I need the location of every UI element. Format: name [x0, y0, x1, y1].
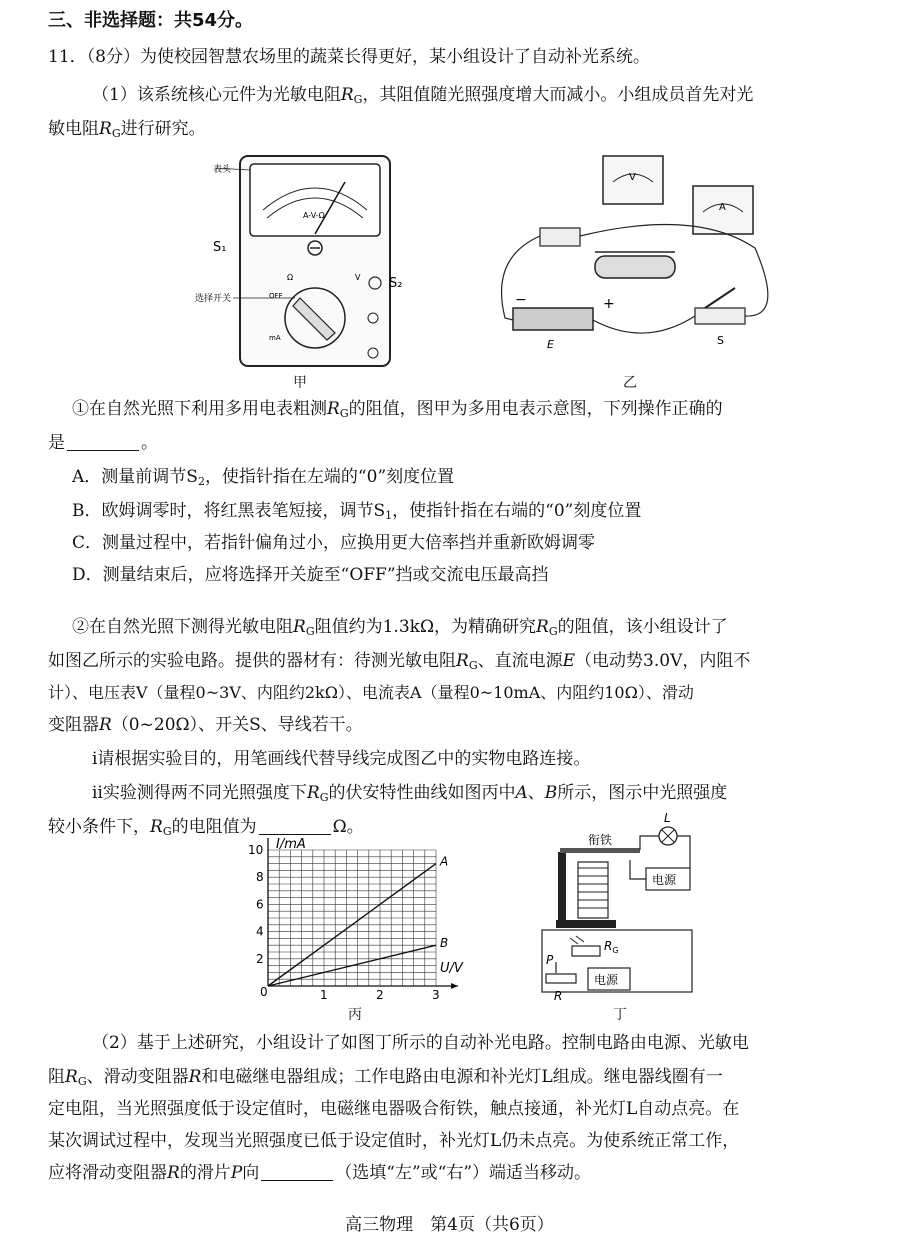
- armature-label: 衔铁: [588, 833, 613, 847]
- answer-blank-2[interactable]: [259, 816, 331, 835]
- series-label-b: B: [440, 936, 449, 951]
- biaotou-label: 表头: [213, 165, 232, 175]
- x-tick-label: 1: [320, 988, 328, 1002]
- y-axis-label: I/mA: [276, 838, 306, 852]
- origin-label: 0: [260, 985, 268, 999]
- option-c: C．测量过程中，若指针偏角过小，应换用更大倍率挡并重新欧姆调零: [72, 533, 596, 553]
- section-title: 三、非选择题：共54分。: [48, 10, 254, 31]
- x-tick-label: 2: [376, 988, 384, 1002]
- lamp-label: L: [664, 812, 671, 825]
- caption-yi: 乙: [623, 375, 637, 391]
- x-tick-label: 3: [432, 988, 440, 1002]
- dial-label: A-V-Ω: [303, 211, 325, 220]
- photoresistor-rg: [572, 946, 600, 956]
- s1-label: S₁: [213, 240, 227, 255]
- battery-label: E: [547, 338, 554, 351]
- multimeter-figure: [195, 148, 405, 373]
- part1-line2: 敏电阻$R_G$进行研究。: [48, 119, 206, 140]
- q1-line2: 是 。: [48, 433, 158, 453]
- y-tick-label: 2: [256, 951, 264, 966]
- switch-label-yi: S: [717, 334, 724, 347]
- question-intro: 11．（8分）为使校园智慧农场里的蔬菜长得更好，某小组设计了自动补光系统。: [48, 47, 650, 67]
- q2-line4: 变阻器R（0~20Ω）、开关S、导线若干。: [48, 715, 363, 735]
- q2-part-i: ⅰ请根据实验目的，用笔画线代替导线完成图乙中的实物电路连接。: [92, 749, 591, 769]
- option-b: B．欧姆调零时，将红黑表笔短接，调节$S_1$，使指针指在右端的“0”刻度位置: [72, 501, 642, 522]
- rheostat-r: [546, 974, 576, 983]
- q2-part-ii-line1: ⅱ实验测得两不同光照强度下$R_G$的伏安特性曲线如图丙中A、B所示，图示中光照强度: [92, 783, 728, 804]
- part2-line5: 应将滑动变阻器R的滑片P向 （选填“左”或“右”）端适当移动。: [48, 1163, 592, 1183]
- option-a: A．测量前调节$S_2$，使指针指在左端的“0”刻度位置: [72, 467, 455, 488]
- answer-blank-3[interactable]: [261, 1162, 333, 1181]
- control-power-label: 电源: [594, 973, 619, 987]
- page-footer: 高三物理 第4页（共6页）: [345, 1215, 554, 1235]
- part2-line1: （2）基于上述研究，小组设计了如图丁所示的自动补光电路。控制电路由电源、光敏电: [92, 1033, 749, 1053]
- answer-blank-1[interactable]: [67, 432, 139, 451]
- slider-p-label: P: [546, 953, 554, 967]
- chart-series: [268, 855, 448, 986]
- switch: [695, 308, 745, 324]
- caption-ding: 丁: [613, 1007, 627, 1023]
- battery: [513, 308, 593, 330]
- photoresistor: [540, 228, 580, 246]
- armature: [560, 848, 640, 853]
- q2-line2: 如图乙所示的实验电路。提供的器材有：待测光敏电阻$R_G$、直流电源E（电动势3.0V，内阻不: [48, 651, 751, 672]
- iv-chart: [240, 838, 470, 1008]
- part2-line2: 阻$R_G$、滑动变阻器R和电磁继电器组成；工作电路由电源和补光灯L组成。继电器线圈有一: [48, 1067, 723, 1088]
- x-axis-arrow: [451, 983, 458, 989]
- y-tick-label: 8: [256, 870, 264, 885]
- work-power-label: 电源: [652, 873, 677, 887]
- battery-plus: +: [603, 296, 615, 312]
- part2-line4: 某次调试过程中，发现当光照强度已低于设定值时，补光灯L仍未点亮。为使系统正常工作，: [48, 1131, 740, 1151]
- part2-line3: 定电阻，当光照强度低于设定值时，电磁继电器吸合衔铁，触点接通，补光灯L自动点亮。在: [48, 1099, 740, 1119]
- y-tick-label: 10: [248, 843, 264, 857]
- voltmeter-label: V: [629, 172, 636, 183]
- s2-label: S₂: [389, 276, 403, 291]
- caption-bing: 丙: [348, 1007, 362, 1023]
- q2-part-ii-line2: 较小条件下，$R_G$的电阻值为 Ω。: [48, 817, 364, 838]
- q1-line1: ①在自然光照下利用多用电表粗测$R_G$的阻值，图甲为多用电表示意图，下列操作正确的: [72, 399, 723, 420]
- y-tick-label: 6: [256, 897, 264, 912]
- rheostat: [595, 256, 675, 278]
- rheostat-r-label: R: [554, 989, 563, 1002]
- v-label: V: [355, 273, 361, 282]
- q2-line3: 计）、电压表V（量程0~3V、内阻约2kΩ）、电流表A（量程0~10mA、内阻约10Ω）、滑动: [48, 683, 694, 702]
- ohm-label: Ω: [287, 273, 294, 282]
- y-tick-label: 4: [256, 924, 264, 939]
- relay-coil: [578, 862, 608, 918]
- q2-line1: ②在自然光照下测得光敏电阻$R_G$阻值约为1.3kΩ，为精确研究$R_G$的阻值，该小组设计了: [72, 617, 728, 638]
- ammeter-label: A: [719, 202, 726, 213]
- part1-line1: （1）该系统核心元件为光敏电阻$R_G$，其阻值随光照强度增大而减小。小组成员首先对光: [92, 85, 754, 106]
- caption-jia: 甲: [293, 375, 307, 391]
- x-axis-label: U/V: [440, 961, 463, 976]
- chart-ticks: [248, 843, 440, 1002]
- battery-minus: −: [515, 292, 527, 308]
- series-label-a: A: [440, 854, 449, 869]
- rg-label: $R_G$: [604, 939, 619, 955]
- circuit-figure: [485, 148, 775, 373]
- relay-circuit-figure: [520, 812, 720, 1002]
- switch-label: 选择开关: [195, 294, 232, 304]
- option-d: D．测量结束后，应将选择开关旋至“OFF”挡或交流电压最高挡: [72, 565, 549, 585]
- off-label: OFF: [269, 292, 283, 300]
- ma-label: mA: [269, 334, 281, 342]
